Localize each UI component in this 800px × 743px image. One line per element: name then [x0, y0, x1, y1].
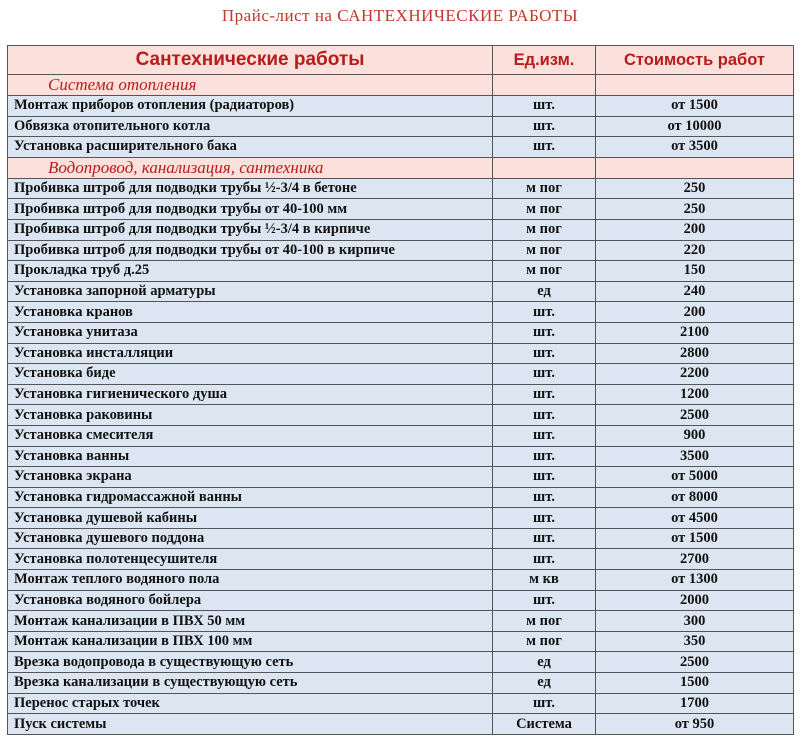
- price-cell: от 1300: [596, 570, 794, 591]
- unit-cell: шт.: [493, 137, 596, 158]
- work-name-cell: Установка смесителя: [8, 425, 493, 446]
- price-cell: от 10000: [596, 116, 794, 137]
- price-cell: 1700: [596, 693, 794, 714]
- table-row: [8, 487, 794, 508]
- table-row: [8, 693, 794, 714]
- price-cell: 240: [596, 281, 794, 302]
- header-unit: Ед.изм.: [493, 46, 596, 75]
- header-cost: Стоимость работ: [596, 46, 794, 75]
- work-name-cell: Установка душевого поддона: [8, 528, 493, 549]
- table-row: [8, 302, 794, 323]
- work-name-cell: Установка запорной арматуры: [8, 281, 493, 302]
- table-row: [8, 652, 794, 673]
- table-row: [8, 384, 794, 405]
- unit-cell: м пог: [493, 631, 596, 652]
- work-name-cell: Пробивка штроб для подводки трубы от 40-100 мм: [8, 199, 493, 220]
- unit-cell: м пог: [493, 261, 596, 282]
- unit-cell: ед: [493, 652, 596, 673]
- price-cell: 300: [596, 611, 794, 632]
- price-cell: 150: [596, 261, 794, 282]
- table-row: [8, 240, 794, 261]
- price-cell: от 5000: [596, 467, 794, 488]
- table-row: [8, 96, 794, 117]
- unit-cell: м пог: [493, 178, 596, 199]
- table-row: [8, 508, 794, 529]
- table-row: [8, 116, 794, 137]
- work-name-cell: Монтаж канализации в ПВХ 50 мм: [8, 611, 493, 632]
- table-row: [8, 446, 794, 467]
- table-header: [8, 46, 794, 75]
- price-cell: 2700: [596, 549, 794, 570]
- price-cell: 250: [596, 199, 794, 220]
- work-name-cell: Установка гидромассажной ванны: [8, 487, 493, 508]
- price-cell: 900: [596, 425, 794, 446]
- work-name-cell: Установка экрана: [8, 467, 493, 488]
- work-name-cell: Установка расширительного бака: [8, 137, 493, 158]
- table-row: [8, 405, 794, 426]
- work-name-cell: Пуск системы: [8, 714, 493, 735]
- work-name-cell: Установка инсталляции: [8, 343, 493, 364]
- work-name-cell: Монтаж теплого водяного пола: [8, 570, 493, 591]
- section-empty-cell: [493, 75, 596, 96]
- unit-cell: шт.: [493, 116, 596, 137]
- table-body: [8, 75, 794, 735]
- table-row: [8, 673, 794, 694]
- table-row: [8, 631, 794, 652]
- table-row: [8, 199, 794, 220]
- section-empty-cell: [596, 75, 794, 96]
- work-name-cell: Установка полотенцесушителя: [8, 549, 493, 570]
- work-name-cell: Пробивка штроб для подводки трубы ½-3/4 в бетоне: [8, 178, 493, 199]
- work-name-cell: Врезка водопровода в существующую сеть: [8, 652, 493, 673]
- unit-cell: шт.: [493, 693, 596, 714]
- unit-cell: шт.: [493, 487, 596, 508]
- unit-cell: шт.: [493, 528, 596, 549]
- table-row: [8, 137, 794, 158]
- unit-cell: шт.: [493, 343, 596, 364]
- page-title: Прайс-лист на САНТЕХНИЧЕСКИЕ РАБОТЫ: [221, 6, 579, 25]
- price-cell: от 950: [596, 714, 794, 735]
- table-row: [8, 261, 794, 282]
- price-cell: от 1500: [596, 96, 794, 117]
- unit-cell: м пог: [493, 219, 596, 240]
- work-name-cell: Установка душевой кабины: [8, 508, 493, 529]
- table-row: [8, 343, 794, 364]
- section-title: Водопровод, канализация, сантехника: [8, 157, 493, 178]
- unit-cell: шт.: [493, 364, 596, 385]
- price-cell: 250: [596, 178, 794, 199]
- table-row: [8, 364, 794, 385]
- work-name-cell: Установка гигиенического душа: [8, 384, 493, 405]
- price-cell: 350: [596, 631, 794, 652]
- unit-cell: шт.: [493, 302, 596, 323]
- work-name-cell: Установка раковины: [8, 405, 493, 426]
- price-cell: 2500: [596, 405, 794, 426]
- price-cell: 3500: [596, 446, 794, 467]
- price-cell: 200: [596, 302, 794, 323]
- section-row: [8, 157, 794, 178]
- table-row: [8, 178, 794, 199]
- unit-cell: шт.: [493, 425, 596, 446]
- table-row: [8, 219, 794, 240]
- work-name-cell: Пробивка штроб для подводки трубы ½-3/4 в кирпиче: [8, 219, 493, 240]
- price-cell: 2100: [596, 322, 794, 343]
- unit-cell: шт.: [493, 549, 596, 570]
- table-row: [8, 425, 794, 446]
- unit-cell: шт.: [493, 590, 596, 611]
- section-empty-cell: [596, 157, 794, 178]
- unit-cell: шт.: [493, 322, 596, 343]
- table-row: [8, 570, 794, 591]
- price-cell: 200: [596, 219, 794, 240]
- section-title: Система отопления: [8, 75, 493, 96]
- work-name-cell: Установка биде: [8, 364, 493, 385]
- work-name-cell: Врезка канализации в существующую сеть: [8, 673, 493, 694]
- price-cell: 2200: [596, 364, 794, 385]
- work-name-cell: Монтаж канализации в ПВХ 100 мм: [8, 631, 493, 652]
- work-name-cell: Пробивка штроб для подводки трубы от 40-100 в кирпиче: [8, 240, 493, 261]
- table-row: [8, 281, 794, 302]
- section-row: [8, 75, 794, 96]
- price-cell: 220: [596, 240, 794, 261]
- table-row: [8, 549, 794, 570]
- unit-cell: м пог: [493, 611, 596, 632]
- table-row: [8, 590, 794, 611]
- unit-cell: шт.: [493, 405, 596, 426]
- table-row: [8, 714, 794, 735]
- unit-cell: шт.: [493, 96, 596, 117]
- price-cell: 1200: [596, 384, 794, 405]
- unit-cell: Система: [493, 714, 596, 735]
- unit-cell: ед: [493, 673, 596, 694]
- section-empty-cell: [493, 157, 596, 178]
- header-works: Сантехнические работы: [8, 46, 493, 75]
- table-row: [8, 611, 794, 632]
- work-name-cell: Установка унитаза: [8, 322, 493, 343]
- price-table: [7, 45, 794, 735]
- price-cell: от 1500: [596, 528, 794, 549]
- work-name-cell: Прокладка труб д.25: [8, 261, 493, 282]
- price-cell: от 4500: [596, 508, 794, 529]
- work-name-cell: Перенос старых точек: [8, 693, 493, 714]
- table-row: [8, 322, 794, 343]
- price-cell: 1500: [596, 673, 794, 694]
- unit-cell: шт.: [493, 446, 596, 467]
- unit-cell: ед: [493, 281, 596, 302]
- price-cell: 2500: [596, 652, 794, 673]
- price-cell: от 3500: [596, 137, 794, 158]
- work-name-cell: Монтаж приборов отопления (радиаторов): [8, 96, 493, 117]
- work-name-cell: Установка водяного бойлера: [8, 590, 493, 611]
- unit-cell: м пог: [493, 240, 596, 261]
- unit-cell: шт.: [493, 384, 596, 405]
- price-cell: 2800: [596, 343, 794, 364]
- unit-cell: м пог: [493, 199, 596, 220]
- table-row: [8, 467, 794, 488]
- price-cell: 2000: [596, 590, 794, 611]
- work-name-cell: Установка кранов: [8, 302, 493, 323]
- table-row: [8, 528, 794, 549]
- unit-cell: шт.: [493, 467, 596, 488]
- unit-cell: м кв: [493, 570, 596, 591]
- work-name-cell: Установка ванны: [8, 446, 493, 467]
- price-cell: от 8000: [596, 487, 794, 508]
- work-name-cell: Обвязка отопительного котла: [8, 116, 493, 137]
- unit-cell: шт.: [493, 508, 596, 529]
